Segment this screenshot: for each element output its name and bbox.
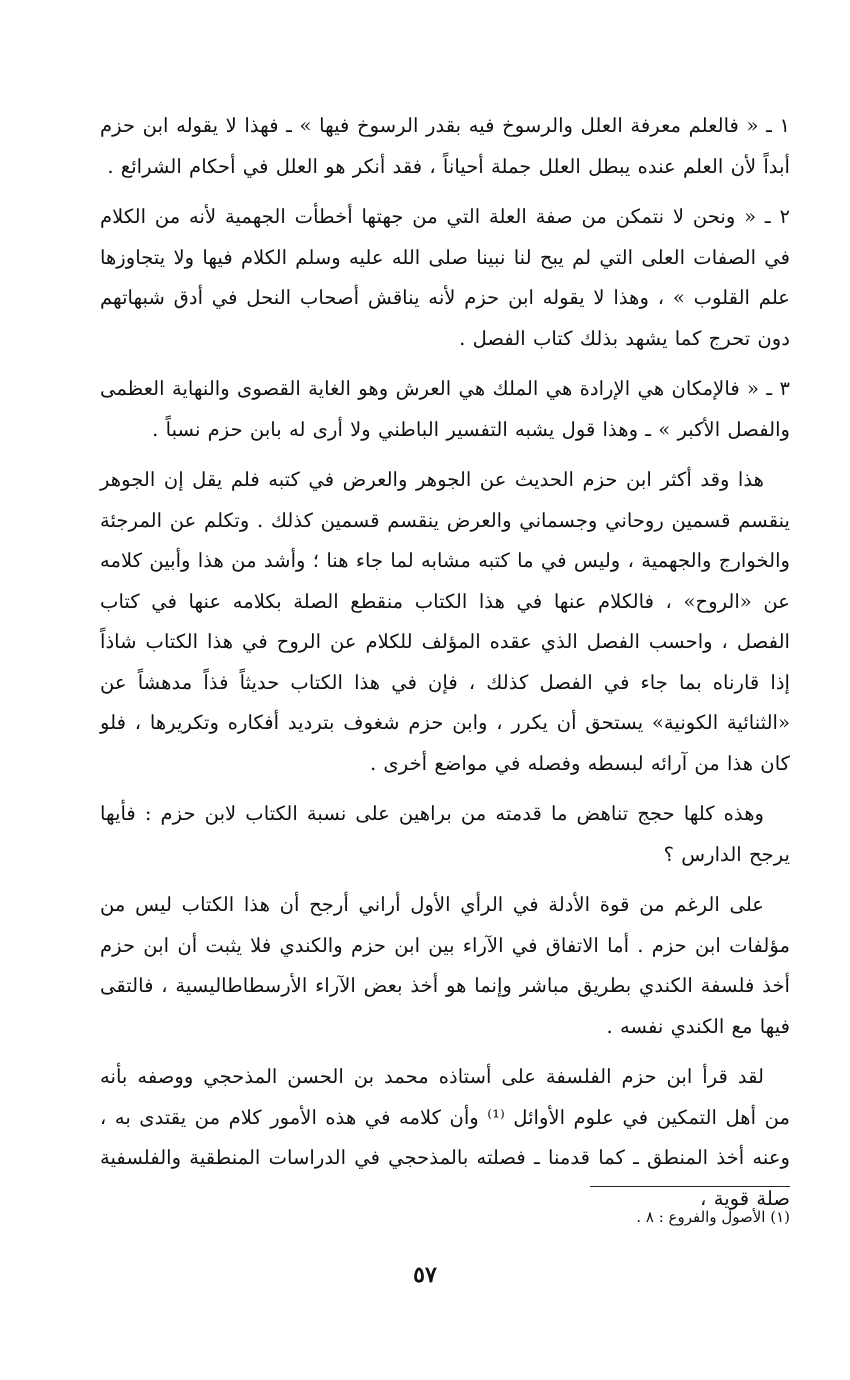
paragraph-1: ١ ـ « فالعلم معرفة العلل والرسوخ فيه بقدر الرسوخ فيها » ـ فهذا لا يقوله ابن حزم أبداً لأن العلم عنده يبطل العلل جملة أحياناً ، فقد أنكر هو العلل في أحكام الشرائع .: [100, 114, 790, 178]
paragraph-6: على الرغم من قوة الأدلة في الرأي الأول أراني أرجح أن هذا الكتاب ليس من مؤلفات ابن حزم . أما الاتفاق في الآراء بين ابن حزم والكندي فلا يثبت أن ابن حزم أخذ فلسفة الكندي بطريق مباشر وإنما هو أخذ بعض الآراء الأرسطاطاليسية ، فالتقى فيها مع الكندي نفسه .: [100, 893, 790, 1038]
footnote-divider: [590, 1186, 790, 1187]
paragraph-4: هذا وقد أكثر ابن حزم الحديث عن الجوهر والعرض في كتبه فلم يقل إن الجوهر ينقسم قسمين روحاني وجسماني والعرض ينقسم قسمين كذلك . وتكلم عن المرجئة والخوارج والجهمية ، وليس في ما كتبه مشابه لما جاء هنا ؛ وأشد من هذا وأبين كلامه عن «الروح» ، فالكلام عنها في هذا الكتاب منقطع الصلة بكلامه عنها في كتاب الفصل ، واحسب الفصل الذي عقده المؤلف للكلام عن الروح في هذا الكتاب شاذاً إذا قارناه بما جاء في الفصل كذلك ، فإن في هذا الكتاب حديثاً فذاً مدهشاً عن «الثنائية الكونية» يستحق أن يكرر ، وابن حزم شغوف بترديد أفكاره وتكريرها ، فلو كان هذا من آرائه لبسطه وفصله في مواضع أخرى .: [100, 468, 790, 775]
paragraph-3: ٣ ـ « فالإمكان هي الإرادة هي الملك هي العرش وهو الغاية القصوى والنهاية العظمى والفصل الأكبر » ـ وهذا قول يشبه التفسير الباطني ولا أرى له بابن حزم نسباً .: [100, 377, 790, 441]
page-number: ٥٧: [413, 1262, 437, 1288]
footnote: (١) الأصول والفروع : ٨ .: [636, 1208, 790, 1226]
paragraph-7: لقد قرأ ابن حزم الفلسفة على أستاذه محمد بن الحسن المذحجي ووصفه بأنه من أهل التمكين في علوم الأوائل ⁽¹⁾ وأن كلامه في هذه الأمور كلام من يقتدى به ، وعنه أخذ المنطق ـ كما قدمنا ـ فصلته بالمذحجي في الدراسات المنطقية والفلسفية صلة قوية ،: [100, 1065, 790, 1210]
paragraph-2: ٢ ـ « ونحن لا نتمكن من صفة العلة التي من جهتها أخطأت الجهمية لأنه من الكلام في الصفات العلى التي لم يبح لنا نبينا صلى الله عليه وسلم الكلام فيها ولا يتجاوزها علم القلوب » ، وهذا لا يقوله ابن حزم لأنه يناقش أصحاب النحل في أدق شبهاتهم دون تحرج كما يشهد بذلك كتاب الفصل .: [100, 205, 790, 350]
paragraph-5: وهذه كلها حجج تناهض ما قدمته من براهين على نسبة الكتاب لابن حزم : فأيها يرجح الدارس ؟: [100, 802, 790, 866]
body-text: [100, 106, 790, 1229]
